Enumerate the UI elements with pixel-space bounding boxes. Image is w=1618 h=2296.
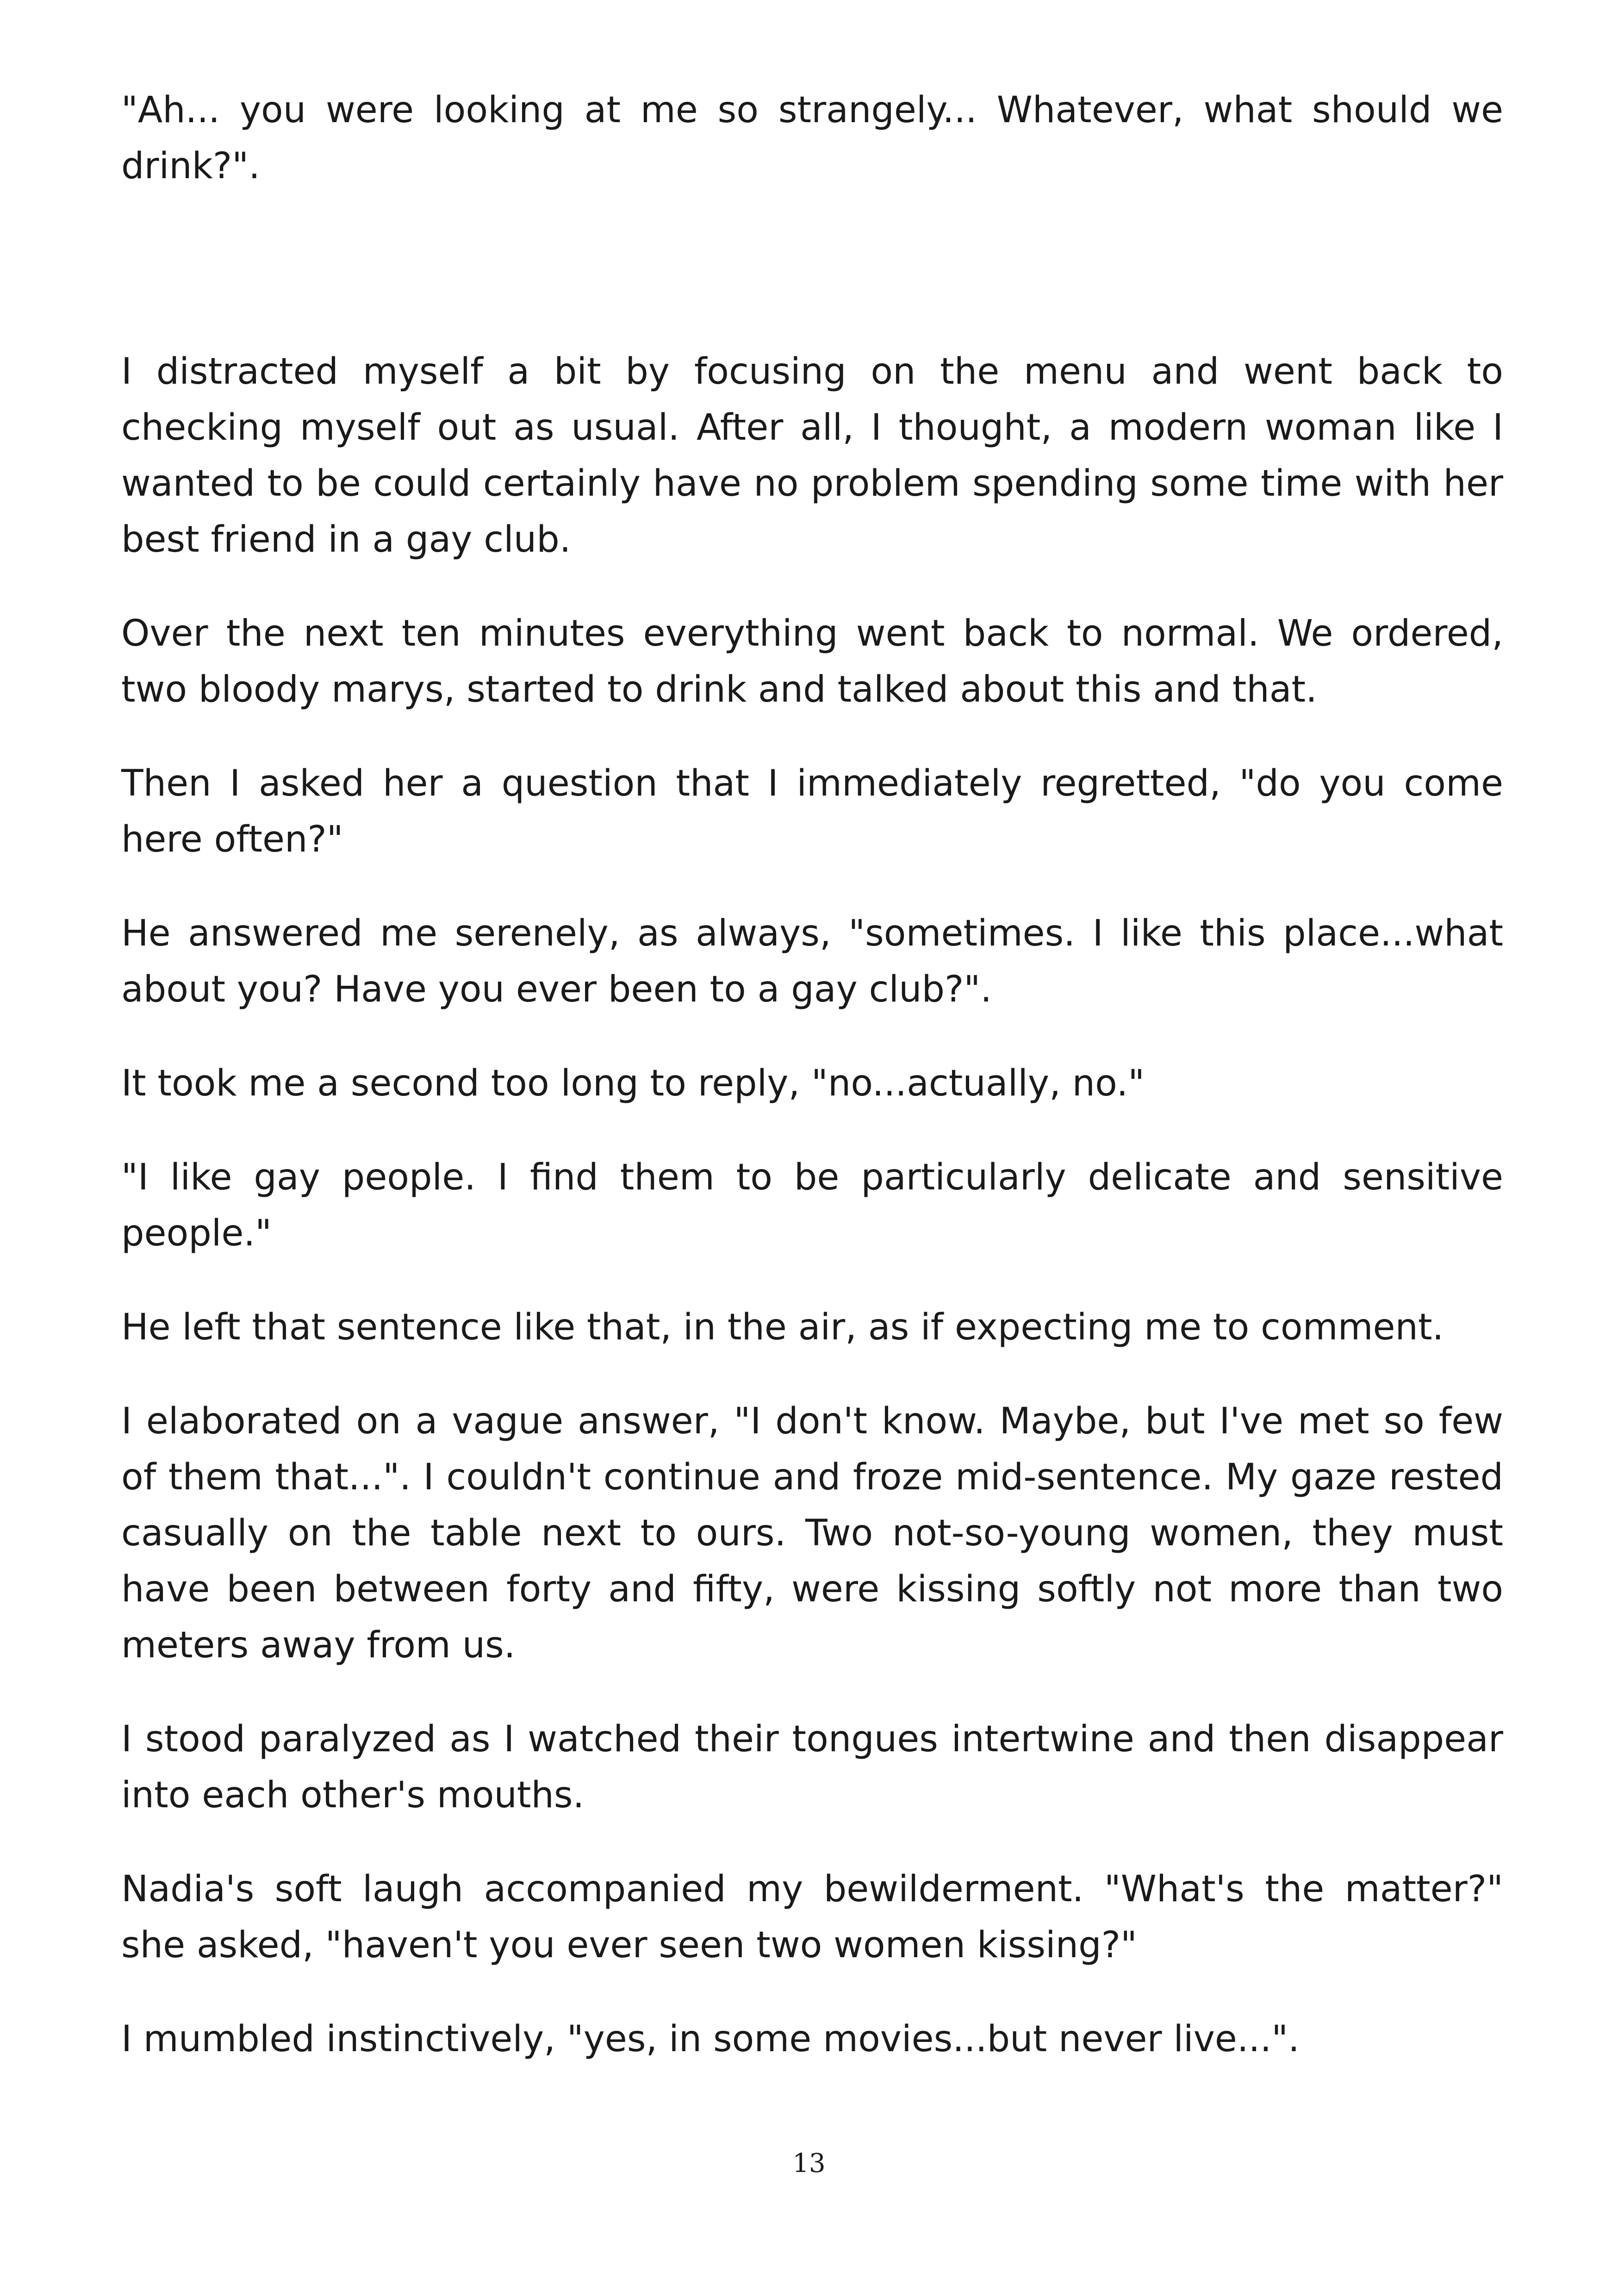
paragraph: He answered me serenely, as always, "sometimes. I like this place...what about you? Have you ever been to a gay club?".	[121, 913, 1503, 1010]
body-text	[121, 82, 1503, 2105]
paragraph: He left that sentence like that, in the air, as if expecting me to comment.	[121, 1307, 1444, 1348]
paragraph: It took me a second too long to reply, "no...actually, no."	[121, 1063, 1145, 1104]
paragraph: I stood paralyzed as I watched their tongues intertwine and then disappear into each other's mouths.	[121, 1718, 1503, 1816]
paragraph: "Ah... you were looking at me so strangely... Whatever, what should we drink?".	[121, 89, 1503, 187]
page-number: 13	[792, 2148, 826, 2178]
paragraph: Over the next ten minutes everything went back to normal. We ordered, two bloody marys, started to drink and talked about this and that.	[121, 613, 1503, 710]
paragraph: Then I asked her a question that I immediately regretted, "do you come here often?"	[121, 763, 1503, 860]
paragraph: Nadia's soft laugh accompanied my bewilderment. "What's the matter?" she asked, "haven't you ever seen two women kissing?"	[121, 1868, 1503, 1966]
paragraph: I mumbled instinctively, "yes, in some movies...but never live...".	[121, 2018, 1300, 2060]
paragraph: I distracted myself a bit by focusing on the menu and went back to checking myself out as usual. After all, I thought, a modern woman like I wanted to be could certainly have no problem spending some time with her best friend in a gay club.	[121, 351, 1503, 560]
paragraph: "I like gay people. I find them to be particularly delicate and sensitive people."	[121, 1157, 1503, 1254]
paragraph: I elaborated on a vague answer, "I don't know. Maybe, but I've met so few of them that...". I couldn't continue and froze mid-sentence. My gaze rested casually on the table next to ours. Two not-so-young women, they must have been between forty and fifty, were kissing softly not more than two meters away from us.	[121, 1400, 1503, 1666]
